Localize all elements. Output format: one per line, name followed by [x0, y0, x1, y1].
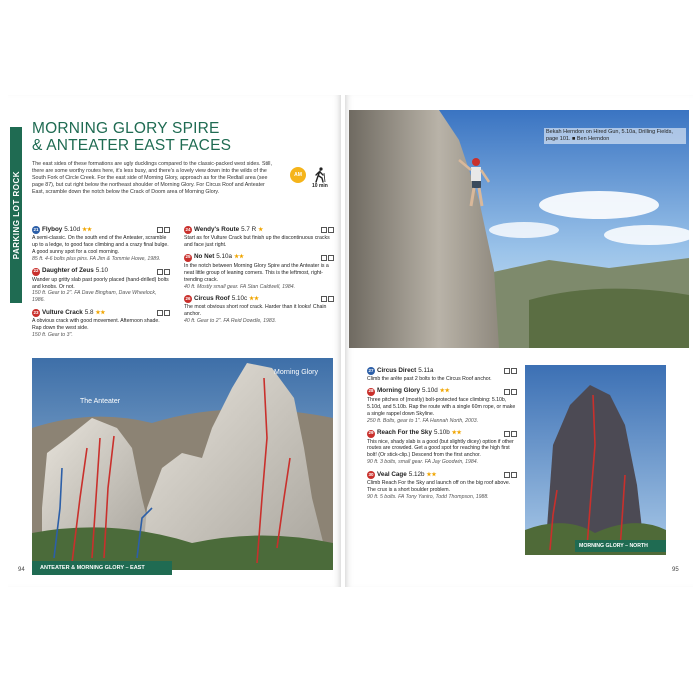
tick-boxes[interactable]	[321, 255, 334, 261]
route-header	[367, 388, 517, 396]
tick-box[interactable]	[157, 227, 163, 233]
star-rating-icon: ★	[258, 226, 264, 233]
title-line-2: & ANTEATER EAST FACES	[32, 137, 232, 154]
route-grade: 5.8	[84, 308, 94, 316]
route-number-badge: 30	[367, 471, 375, 479]
tick-box[interactable]	[157, 269, 163, 275]
tick-boxes[interactable]	[157, 310, 170, 316]
tick-box[interactable]	[328, 296, 334, 302]
tick-box[interactable]	[321, 227, 327, 233]
route-name: Daughter of Zeus	[42, 267, 94, 275]
route-header	[184, 254, 334, 262]
tick-box[interactable]	[164, 269, 170, 275]
route-number-badge: 21	[32, 226, 40, 234]
tick-box[interactable]	[321, 296, 327, 302]
tick-box[interactable]	[328, 255, 334, 261]
route-details: 90 ft. 3 bolts, small gear. FA Jay Goodwin, 1984.	[367, 459, 479, 466]
route-grade: 5.10d	[422, 387, 438, 395]
route-name: Morning Glory	[377, 387, 421, 395]
route-entry	[367, 388, 517, 425]
routes-column-right	[367, 367, 517, 506]
anteater-morning-glory-photo	[32, 358, 333, 570]
route-description: Wander up gritty slab past poorly placed (hand-drilled) bolts and knobs. Or not.	[32, 276, 169, 290]
route-grade: 5.7 R	[241, 225, 257, 233]
route-entry	[184, 226, 334, 249]
route-entry	[32, 309, 170, 339]
route-header	[184, 295, 334, 303]
tick-box[interactable]	[164, 310, 170, 316]
route-number-badge: 23	[32, 309, 40, 317]
page-number-left: 94	[18, 567, 25, 573]
star-rating-icon: ★★	[234, 254, 244, 261]
section-tab	[10, 127, 22, 303]
route-header	[367, 471, 517, 479]
sun-am-icon	[290, 167, 306, 183]
route-details: 150 ft. Gear to 2". FA Dave Bingham, Dave Wheelock, 1986.	[32, 290, 157, 304]
star-rating-icon: ★★	[426, 471, 437, 478]
route-grade: 5.10	[95, 267, 109, 275]
route-entry	[367, 430, 517, 467]
route-name: Veal Cage	[377, 470, 407, 478]
route-details: 150 ft. Gear to 3".	[32, 332, 73, 339]
tick-box[interactable]	[504, 368, 510, 374]
page-title	[32, 120, 292, 154]
tick-box[interactable]	[504, 472, 510, 478]
route-number-badge: 29	[367, 430, 375, 438]
route-grade: 5.10c	[231, 294, 248, 302]
route-header	[184, 226, 334, 234]
route-entry	[367, 471, 517, 501]
tick-box[interactable]	[511, 389, 517, 395]
tick-box[interactable]	[328, 227, 334, 233]
route-details: 40 ft. Mostly small gear. FA Stan Caldwell, 1984.	[184, 283, 296, 290]
star-rating-icon: ★★	[439, 388, 450, 395]
tick-boxes[interactable]	[321, 296, 334, 302]
right-page	[345, 95, 693, 587]
tick-boxes[interactable]	[157, 269, 170, 275]
route-grade: 5.11a	[418, 366, 434, 374]
route-description: Climb Reach For the Sky and launch off on the big roof above. The crux is a short boulder problem.	[367, 480, 511, 494]
tick-box[interactable]	[157, 310, 163, 316]
tick-box[interactable]	[321, 255, 327, 261]
route-description: This nice, shady slab is a good (but slightly dicey) option if other routes are crowded. Get a good spot for reaching the high first bolt! (Or stick-clip.) Descend from the first anchor.	[367, 438, 514, 459]
tick-boxes[interactable]	[504, 431, 517, 437]
route-header	[367, 367, 517, 375]
route-description: The most obvious short roof crack. Harder than it looks! Chain anchor.	[184, 304, 327, 318]
route-entry	[32, 226, 170, 263]
route-details: 90 ft. 5 bolts. FA Tony Yaniro, Todd Thompson, 1988.	[367, 493, 489, 500]
tick-boxes[interactable]	[504, 389, 517, 395]
star-rating-icon: ★★	[249, 295, 259, 302]
hike-time-label: 10 min	[312, 183, 328, 189]
route-header	[32, 226, 170, 234]
route-header	[367, 430, 517, 438]
route-description: Three pitches of (mostly) bolt-protected face climbing: 5.10b, 5.10d, and 5.10b. Rap the route with a single 60m rope, or make a single rappel down Skyline.	[367, 396, 516, 417]
tick-boxes[interactable]	[321, 227, 334, 233]
hiker-icon	[313, 167, 327, 183]
route-number-badge: 22	[32, 268, 40, 276]
route-entry	[184, 295, 334, 325]
route-number-badge: 27	[367, 367, 375, 375]
route-description: In the notch between Morning Glory Spire and the Anteater is a neat little group of leaning corners. This is the leftmost, right-trending crack.	[184, 262, 329, 283]
route-details: 250 ft. Bolts, gear to 1". FA Hannah North, 2003.	[367, 417, 479, 424]
left-page	[8, 95, 341, 587]
route-header	[32, 309, 170, 317]
photo-caption-right: MORNING GLORY – NORTH	[575, 540, 666, 552]
route-grade: 5.10d	[64, 225, 81, 233]
route-name: Circus Roof	[194, 294, 230, 302]
morning-glory-label: Morning Glory	[274, 369, 318, 376]
anteater-label: The Anteater	[80, 398, 121, 405]
star-rating-icon: ★★	[451, 430, 462, 437]
morning-glory-north-photo	[525, 365, 666, 555]
photo-caption-left: ANTEATER & MORNING GLORY – EAST	[32, 561, 172, 575]
route-number-badge: 24	[184, 226, 192, 234]
route-entry	[184, 254, 334, 291]
route-description: A semi-classic. On the south end of the Anteater, scramble up to a ledge, to good face climbing and a crazy final bulge. A good sunny spot for a cool morning.	[32, 235, 169, 255]
route-name: Vulture Crack	[42, 308, 83, 316]
star-rating-icon: ★★	[95, 309, 106, 316]
tick-box[interactable]	[511, 472, 517, 478]
title-line-1: MORNING GLORY SPIRE	[32, 120, 220, 137]
routes-column-left	[32, 226, 170, 344]
routes-column-middle	[184, 226, 334, 330]
route-details: 85 ft. 4-6 bolts plus pins. FA Jim & Tommie Howe, 1989.	[32, 255, 161, 262]
route-description: Start as for Vulture Crack but finish up the discontinuous cracks and face just right.	[184, 235, 330, 248]
hike-time	[312, 167, 328, 189]
route-name: Wendy's Route	[194, 225, 240, 233]
am-label: AM	[294, 172, 302, 178]
route-header	[32, 268, 170, 276]
intro-text: The east sides of these formations are ugly ducklings compared to the classic-packed west sides. Still, there are some worthy routes here, it's less busy, and there's a lovely view down into the wilds of the South Fork of Circle Creek. For the east side of Morning Glory, approach as for the Redtail area (see page 87), but cut right below the northeast shoulder of Morning Glory. For Circus Roof and Anteater East, scramble down the notch below the Crack of Doom area of Morning Glory.	[32, 161, 272, 196]
climber-photo	[349, 110, 689, 348]
route-entry	[367, 367, 517, 383]
tick-box[interactable]	[504, 389, 510, 395]
tick-boxes[interactable]	[504, 368, 517, 374]
route-description: A obvious crack with good movement. Afternoon shade. Rap down the west side.	[32, 318, 160, 332]
route-number-badge: 28	[367, 388, 375, 396]
tick-box[interactable]	[511, 431, 517, 437]
tick-boxes[interactable]	[504, 472, 517, 478]
photo-credit: Bekah Herndon on Hired Gun, 5.10a, Drilling Fields, page 101. ■ Ben Herndon	[544, 128, 686, 144]
page-number-right: 95	[672, 567, 679, 573]
route-name: Circus Direct	[377, 366, 417, 374]
route-number-badge: 26	[184, 295, 192, 303]
route-entry	[32, 268, 170, 305]
tick-box[interactable]	[504, 431, 510, 437]
route-grade: 5.10b	[433, 429, 450, 437]
route-name: Flyboy	[42, 225, 63, 233]
star-rating-icon: ★★	[82, 226, 92, 233]
route-number-badge: 25	[184, 254, 192, 262]
tick-box[interactable]	[164, 227, 170, 233]
route-grade: 5.10a	[216, 253, 233, 261]
route-description: Climb the arête past 2 bolts to the Circus Roof anchor.	[367, 376, 492, 382]
route-details: 40 ft. Gear to 2". FA Reid Dowdle, 1983.	[184, 318, 277, 325]
approach-info	[290, 167, 328, 189]
tick-boxes[interactable]	[157, 227, 170, 233]
section-tab-label: PARKING LOT ROCK	[11, 170, 21, 260]
route-name: Reach For the Sky	[377, 429, 432, 437]
route-grade: 5.12b	[408, 470, 425, 478]
route-name: No Net	[194, 253, 215, 261]
tick-box[interactable]	[511, 368, 517, 374]
